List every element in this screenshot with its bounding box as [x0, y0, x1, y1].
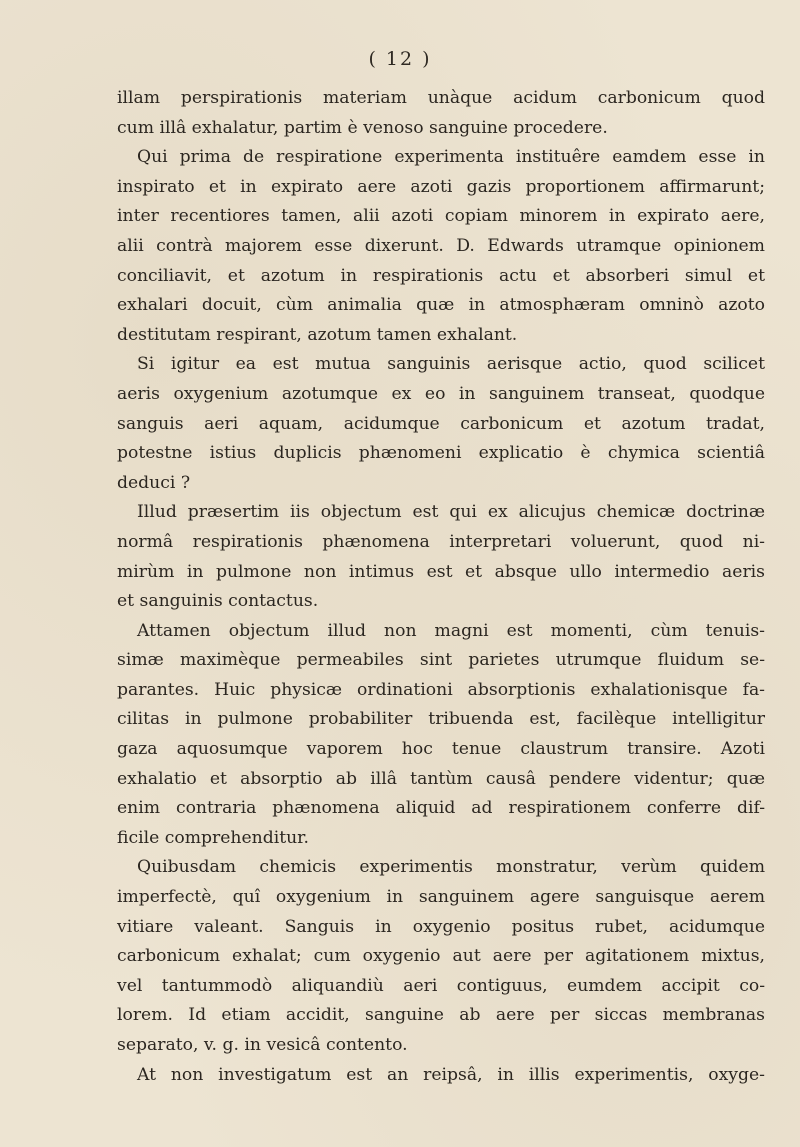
text-line: cum illâ exhalatur, partim è venoso sanguine procedere.: [117, 117, 608, 138]
page-number: ( 12 ): [368, 48, 432, 70]
text-line: Qui prima de respiratione experimenta instituêre eamdem esse in: [137, 147, 765, 168]
text-line: carbonicum exhalat; cum oxygenio aut aere per agitationem mixtus,: [117, 946, 765, 967]
text-line: potestne istius duplicis phænomeni explicatio è chymica scientiâ: [117, 443, 765, 464]
text-line: vel tantummodò aliquandiù aeri contiguus, eumdem accipit co-: [117, 975, 765, 996]
text-line: imperfectè, quî oxygenium in sanguinem agere sanguisque aerem: [117, 887, 765, 908]
text-line: conciliavit, et azotum in respirationis actu et absorberi simul et: [117, 265, 765, 286]
body-text: [117, 84, 765, 1090]
text-line: Attamen objectum illud non magni est momenti, cùm tenuis-: [137, 620, 765, 641]
text-line: sanguis aeri aquam, acidumque carbonicum et azotum tradat,: [117, 413, 765, 434]
text-line: ficile comprehenditur.: [117, 827, 309, 848]
text-line: illam perspirationis materiam unàque acidum carbonicum quod: [117, 88, 765, 108]
text-line: parantes. Huic physicæ ordinationi absorptionis exhalationisque fa-: [117, 679, 765, 700]
text-line: gaza aquosumque vaporem hoc tenue claustrum transire. Azoti: [117, 739, 765, 760]
text-line: lorem. Id etiam accidit, sanguine ab aere per siccas membranas: [117, 1005, 765, 1026]
text-line: alii contrà majorem esse dixerunt. D. Edwards utramque opinionem: [117, 235, 765, 256]
text-line: Quibusdam chemicis experimentis monstratur, verùm quidem: [137, 857, 765, 878]
text-line: destitutam respirant, azotum tamen exhalant.: [117, 324, 518, 345]
text-line: Illud præsertim iis objectum est qui ex alicujus chemicæ doctrinæ: [137, 502, 765, 523]
text-line: mirùm in pulmone non intimus est et absque ullo intermedio aeris: [117, 561, 765, 582]
text-line: inspirato et in expirato aere azoti gazis proportionem affirmarunt;: [117, 176, 765, 197]
text-line: inter recentiores tamen, alii azoti copiam minorem in expirato aere,: [117, 206, 765, 227]
text-line: enim contraria phænomena aliquid ad respirationem conferre dif-: [117, 798, 765, 819]
text-line: At non investigatum est an reipsâ, in illis experimentis, oxyge-: [137, 1064, 765, 1085]
text-line: et sanguinis contactus.: [117, 591, 319, 612]
text-line: vitiare valeant. Sanguis in oxygenio positus rubet, acidumque: [117, 916, 765, 937]
text-line: aeris oxygenium azotumque ex eo in sanguinem transeat, quodque: [117, 383, 765, 404]
text-line: normâ respirationis phænomena interpretari voluerunt, quod ni-: [117, 531, 765, 552]
text-line: deduci ?: [117, 472, 191, 493]
text-line: exhalari docuit, cùm animalia quæ in atmosphæram omninò azoto: [117, 295, 765, 316]
text-line: cilitas in pulmone probabiliter tribuenda est, facilèque intelligitur: [117, 709, 765, 730]
text-line: Si igitur ea est mutua sanguinis aerisque actio, quod scilicet: [137, 354, 765, 375]
text-line: exhalatio et absorptio ab illâ tantùm causâ pendere videntur; quæ: [117, 768, 765, 789]
text-line: simæ maximèque permeabiles sint parietes utrumque fluidum se-: [117, 650, 765, 671]
text-line: separato, v. g. in vesicâ contento.: [117, 1035, 408, 1055]
